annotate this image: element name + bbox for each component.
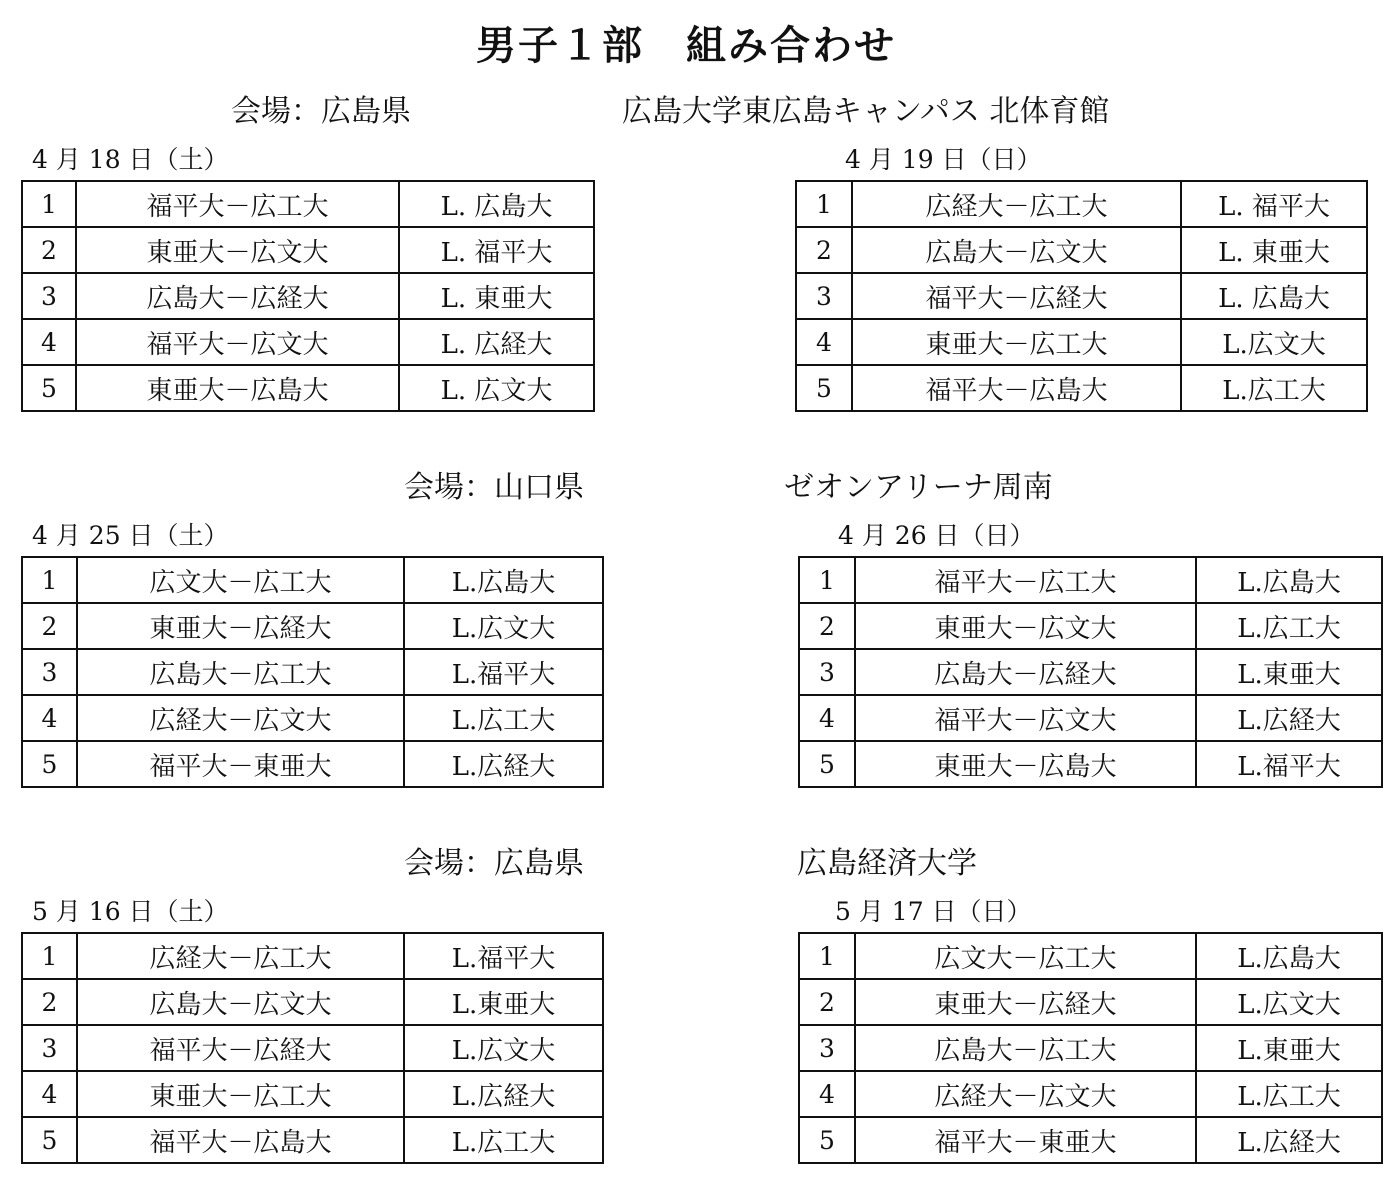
match-pairing: 福平大－広島大 [852,365,1181,411]
line-judge-team: L.広工大 [1196,1071,1382,1117]
match-pairing: 広文大－広工大 [855,933,1196,979]
table-row [22,181,594,227]
match-pairing: 東亜大－広文大 [76,227,399,273]
line-judge-team: L.広文大 [1196,979,1382,1025]
match-pairing: 広島大－広工大 [77,649,404,695]
match-pairing: 広経大－広文大 [855,1071,1196,1117]
match-number: 2 [799,979,855,1025]
match-number: 4 [799,695,855,741]
table-row [22,557,603,603]
line-judge-team: L.福平大 [404,933,603,979]
table-row [796,181,1367,227]
line-judge-team: L.東亜大 [404,979,603,1025]
table-row [22,365,594,411]
table-row [799,979,1382,1025]
table-row [22,649,603,695]
match-number: 4 [796,319,852,365]
match-number: 3 [22,1025,77,1071]
match-pairing: 福平大－広経大 [77,1025,404,1071]
line-judge-team: L.広経大 [404,1071,603,1117]
match-pairing: 福平大－広島大 [77,1117,404,1163]
line-judge-team: L. 広経大 [399,319,594,365]
match-date: 5 月 16 日（土） [32,897,229,926]
line-judge-team: L.広経大 [1196,695,1382,741]
line-judge-team: L.福平大 [404,649,603,695]
match-number: 4 [799,1071,855,1117]
venue-place: ゼオンアリーナ周南 [784,470,1053,505]
table-row [22,227,594,273]
table-row [799,695,1382,741]
schedule-table [21,180,595,412]
match-number: 3 [799,649,855,695]
line-judge-team: L.福平大 [1196,741,1382,787]
table-row [22,273,594,319]
match-date: 4 月 19 日（日） [845,145,1042,174]
match-number: 2 [799,603,855,649]
table-row [22,603,603,649]
venue-label: 会場：広島県 [231,94,411,129]
table-row [799,557,1382,603]
match-pairing: 福平大－広文大 [855,695,1196,741]
line-judge-team: L. 東亜大 [1181,227,1367,273]
match-number: 1 [22,557,77,603]
match-number: 1 [799,557,855,603]
table-row [799,1025,1382,1071]
line-judge-team: L. 東亜大 [399,273,594,319]
match-pairing: 東亜大－広経大 [77,603,404,649]
match-date: 5 月 17 日（日） [835,897,1032,926]
table-row [799,741,1382,787]
table-row [22,1071,603,1117]
table-row [799,933,1382,979]
schedule-table [798,932,1383,1164]
table-row [22,741,603,787]
match-pairing: 広島大－広文大 [77,979,404,1025]
match-number: 1 [796,181,852,227]
line-judge-team: L.広島大 [404,557,603,603]
match-date: 4 月 26 日（日） [838,521,1035,550]
page-title: 男子１部 組み合わせ [476,22,896,69]
match-date: 4 月 18 日（土） [32,145,229,174]
match-number: 3 [22,649,77,695]
match-number: 4 [22,695,77,741]
line-judge-team: L.広島大 [1196,933,1382,979]
line-judge-team: L.広経大 [404,741,603,787]
match-number: 2 [22,603,77,649]
match-number: 5 [799,1117,855,1163]
venue-label: 会場：山口県 [404,470,584,505]
schedule-table [21,932,604,1164]
line-judge-team: L.広工大 [1181,365,1367,411]
line-judge-team: L.広文大 [404,1025,603,1071]
table-row [799,649,1382,695]
line-judge-team: L.広工大 [404,1117,603,1163]
match-date: 4 月 25 日（土） [32,521,229,550]
match-pairing: 福平大－広経大 [852,273,1181,319]
match-pairing: 東亜大－広文大 [855,603,1196,649]
match-number: 5 [22,1117,77,1163]
match-number: 4 [22,1071,77,1117]
table-row [796,273,1367,319]
line-judge-team: L. 広島大 [399,181,594,227]
line-judge-team: L.東亜大 [1196,1025,1382,1071]
table-row [796,227,1367,273]
table-row [22,933,603,979]
match-pairing: 広経大－広文大 [77,695,404,741]
line-judge-team: L.広文大 [1181,319,1367,365]
schedule-table [798,556,1383,788]
venue-place: 広島大学東広島キャンパス 北体育館 [622,94,1110,129]
match-number: 5 [22,365,76,411]
match-number: 2 [22,979,77,1025]
table-row [799,1117,1382,1163]
match-number: 1 [22,181,76,227]
match-number: 1 [22,933,77,979]
table-row [796,365,1367,411]
table-row [22,1117,603,1163]
schedule-table [21,556,604,788]
match-pairing: 福平大－広文大 [76,319,399,365]
match-pairing: 広島大－広文大 [852,227,1181,273]
match-number: 5 [796,365,852,411]
match-pairing: 広文大－広工大 [77,557,404,603]
table-row [796,319,1367,365]
line-judge-team: L.広経大 [1196,1117,1382,1163]
match-number: 3 [799,1025,855,1071]
venue-label: 会場：広島県 [404,846,584,881]
match-pairing: 広島大－広経大 [855,649,1196,695]
line-judge-team: L.広工大 [1196,603,1382,649]
match-pairing: 広経大－広工大 [852,181,1181,227]
match-number: 2 [796,227,852,273]
line-judge-team: L. 広文大 [399,365,594,411]
match-pairing: 東亜大－広経大 [855,979,1196,1025]
match-pairing: 東亜大－広島大 [76,365,399,411]
line-judge-team: L. 広島大 [1181,273,1367,319]
line-judge-team: L.広工大 [404,695,603,741]
match-number: 2 [22,227,76,273]
table-row [799,1071,1382,1117]
match-pairing: 広経大－広工大 [77,933,404,979]
match-pairing: 福平大－東亜大 [855,1117,1196,1163]
table-row [22,319,594,365]
line-judge-team: L. 福平大 [399,227,594,273]
match-pairing: 広島大－広経大 [76,273,399,319]
match-number: 5 [22,741,77,787]
line-judge-team: L.広島大 [1196,557,1382,603]
match-pairing: 福平大－広工大 [855,557,1196,603]
match-pairing: 福平大－広工大 [76,181,399,227]
match-pairing: 東亜大－広島大 [855,741,1196,787]
line-judge-team: L.東亜大 [1196,649,1382,695]
match-pairing: 広島大－広工大 [855,1025,1196,1071]
match-number: 5 [799,741,855,787]
match-number: 4 [22,319,76,365]
schedule-table [795,180,1368,412]
table-row [22,979,603,1025]
match-pairing: 福平大－東亜大 [77,741,404,787]
line-judge-team: L. 福平大 [1181,181,1367,227]
table-row [22,695,603,741]
table-row [22,1025,603,1071]
match-pairing: 東亜大－広工大 [852,319,1181,365]
venue-place: 広島経済大学 [797,846,977,881]
match-pairing: 東亜大－広工大 [77,1071,404,1117]
line-judge-team: L.広文大 [404,603,603,649]
match-number: 3 [796,273,852,319]
match-number: 1 [799,933,855,979]
match-number: 3 [22,273,76,319]
table-row [799,603,1382,649]
